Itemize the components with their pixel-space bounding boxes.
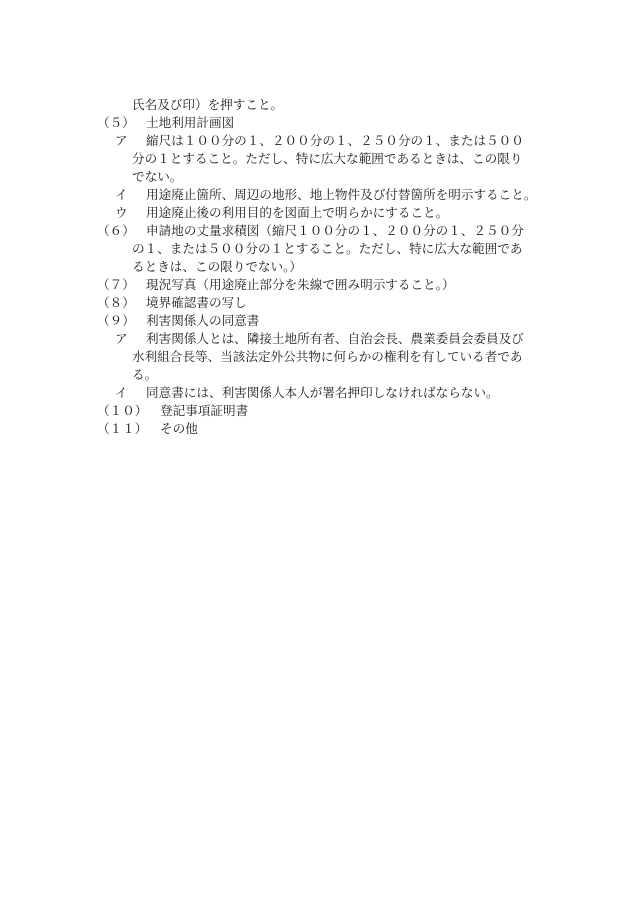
item-9a-line: 水利組合長等、当該法定外公共物に何らかの権利を有している者であ <box>132 349 523 364</box>
item-mark: イ <box>115 187 128 202</box>
section-8-heading <box>97 294 135 311</box>
item-9a-line: 利害関係人とは、隣接土地所有者、自治会長、農業委員会委員及び <box>146 331 524 346</box>
item-mark: イ <box>115 385 128 400</box>
continuation-line: 氏名及び印）を押すこと。 <box>132 97 284 112</box>
item-5a-line: でない。 <box>132 169 183 184</box>
item-mark: ア <box>115 133 128 148</box>
section-number: （１１） <box>97 421 148 436</box>
item-9a-line: る。 <box>132 367 158 382</box>
section-10-title: 登記事項証明書 <box>160 403 249 418</box>
section-7-heading <box>97 276 135 293</box>
section-6-line: 申請地の丈量求積図（縮尺１００分の１、２００分の１、２５０分 <box>146 223 524 238</box>
section-6-line: の１、または５００分の１とすること。ただし、特に広大な範囲であ <box>132 241 523 256</box>
section-number: （８） <box>97 295 135 310</box>
section-number: （６） <box>97 223 135 238</box>
item-9i-line: 同意書には、利害関係人本人が署名押印しなければならない。 <box>146 385 499 400</box>
section-5-heading <box>97 114 135 131</box>
section-9-heading <box>97 312 135 329</box>
item-mark: ア <box>115 331 128 346</box>
section-10-heading <box>97 402 147 419</box>
section-5-title: 土地利用計画図 <box>146 115 235 130</box>
section-6-line: るときは、この限りでない。） <box>132 259 303 274</box>
item-mark: ウ <box>115 205 128 220</box>
item-5a-line: 分の１とすること。ただし、特に広大な範囲であるときは、この限り <box>132 151 523 166</box>
section-number: （１０） <box>97 403 148 418</box>
section-8-title: 境界確認書の写し <box>146 295 247 310</box>
section-6-heading <box>97 222 135 239</box>
section-9-title: 利害関係人の同意書 <box>146 313 260 328</box>
section-number: （５） <box>97 115 135 130</box>
item-5a-line: 縮尺は１００分の１、２００分の１、２５０分の１、または５００ <box>146 133 524 148</box>
section-7-title: 現況写真（用途廃止部分を朱線で囲み明示すること。） <box>146 277 455 292</box>
section-number: （９） <box>97 313 135 328</box>
section-11-heading <box>97 420 147 437</box>
item-5i-line: 用途廃止箇所、周辺の地形、地上物件及び付替箇所を明示すること。 <box>146 187 537 202</box>
section-11-title: その他 <box>160 421 198 436</box>
item-5u-line: 用途廃止後の利用目的を図面上で明らかにすること。 <box>146 205 449 220</box>
section-number: （７） <box>97 277 135 292</box>
